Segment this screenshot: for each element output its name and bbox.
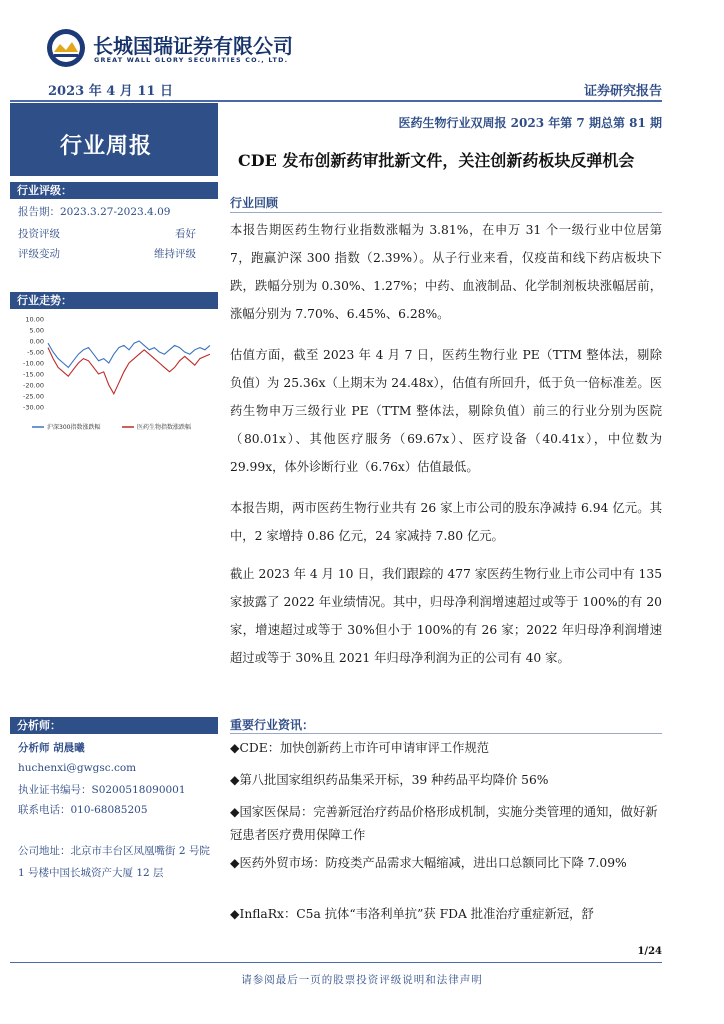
y-tick-label: 0.00: [29, 337, 44, 346]
header-divider: [10, 100, 662, 102]
analyst-license: 执业证书编号：S0200518090001: [18, 784, 186, 796]
page-number: 1/24: [637, 946, 662, 957]
report-period: [18, 204, 208, 219]
analyst-email: huchenxi@gwgsc.com: [18, 762, 137, 774]
company-address: 公司地址：北京市丰台区凤凰嘴街 2 号院 1 号楼中国长城资产大厦 12 层: [18, 845, 210, 879]
logo-emblem-icon: [46, 28, 86, 68]
company-logo: [46, 28, 346, 72]
rating-change: [18, 246, 208, 261]
news-item: ◆第八批国家组织药品集采开标，39 种药品平均降价 56%: [230, 773, 549, 787]
review-paragraph-4: 截止 2023 年 4 月 10 日，我们跟踪的 477 家医药生物行业上市公司中有 135 家披露了 2022 年业绩情况。其中，归母净利润增速超过或等于 100%的有 20 家，增速超过或等于 30%但小于 100%的有 26 家；2022 年归母净利润增速超过或等于 30%且 2021 年归母净利润为正的公司有 40 家。: [230, 567, 663, 665]
analyst-phone: 联系电话：010-68085205: [18, 804, 148, 816]
report-date: 2023 年 4 月 11 日: [48, 84, 173, 99]
series-line-2: [48, 348, 210, 394]
report-banner: [10, 103, 218, 176]
legend-label: 医药生物指数涨跌幅: [137, 424, 192, 431]
rating-label: 投资评级: [18, 228, 60, 240]
footer-disclaimer: 请参阅最后一页的股票投资评级说明和法律声明: [241, 974, 483, 986]
banner-title: 行业周报: [60, 134, 153, 159]
change-label: 评级变动: [18, 248, 60, 260]
review-paragraph-3: 本报告期，两市医药生物行业共有 26 家上市公司的股东净减持 6.94 亿元。其中，2 家增持 0.86 亿元，24 家减持 7.80 亿元。: [230, 501, 662, 543]
company-name-en: GREAT WALL GLORY SECURITIES CO., LTD.: [94, 56, 289, 64]
news-item: ◆医药外贸市场：防疫类产品需求大幅缩减，进出口总额同比下降 7.09%: [230, 856, 627, 870]
analyst-header: 分析师：: [10, 717, 218, 734]
section-news-title: 重要行业资讯：: [230, 718, 315, 732]
report-series: 医药生物行业双周报 2023 年第 7 期总第 81 期: [398, 116, 662, 130]
news-item: ◆InflaRx：C5a 抗体“韦洛利单抗”获 FDA 批准治疗重症新冠，舒: [230, 907, 594, 921]
industry-trend-chart: [14, 313, 214, 439]
report-type: 证券研究报告: [583, 84, 662, 99]
rating-header: 行业评级：: [10, 182, 218, 199]
review-paragraph-1: 本报告期医药生物行业指数涨幅为 3.81%，在申万 31 个一级行业中位居第 7，跑赢沪深 300 指数（2.39%）。从子行业来看，仅疫苗和线下药店板块下跌，跌幅分别为 0.30%、1.27%；中药、血液制品、化学制剂板块涨幅居前，涨幅分别为 7.70%、6.45%、6.28%。: [230, 223, 662, 321]
y-tick-label: -20.00: [23, 381, 44, 390]
section-news-divider: [230, 733, 662, 734]
y-tick-label: 10.00: [25, 315, 44, 324]
rating-value: 看好: [175, 228, 196, 240]
trend-header: 行业走势：: [10, 292, 218, 309]
section-review-title: 行业回顾: [230, 196, 279, 210]
period-label: 报告期：: [18, 206, 60, 218]
y-tick-label: -10.00: [23, 359, 44, 368]
news-item: ◆国家医保局：完善新冠治疗药品价格形成机制，实施分类管理的通知，做好新冠患者医疗费用保障工作: [230, 805, 658, 842]
news-item: ◆CDE：加快创新药上市许可申请审评工作规范: [230, 741, 490, 755]
period-value: 2023.3.27-2023.4.09: [60, 206, 171, 218]
change-value: 维持评级: [154, 248, 196, 260]
y-tick-label: 5.00: [29, 326, 44, 335]
y-tick-label: -25.00: [23, 392, 44, 401]
y-tick-label: -5.00: [27, 348, 44, 357]
y-tick-label: -30.00: [23, 403, 44, 412]
section-review-divider: [230, 212, 662, 213]
investment-rating: [18, 226, 208, 241]
review-paragraph-2: 估值方面，截至 2023 年 4 月 7 日，医药生物行业 PE（TTM 整体法，剔除负值）为 25.36x（上期末为 24.48x），估值有所回升，低于负一倍标准差。医药生物申万三级行业 PE（TTM 整体法，剔除负值）前三的行业分别为医院（80.01x）、其他医疗服务（69.67x）、医疗设备（40.41x），中位数为 29.99x，体外诊断行业（6.76x）估值最低。: [230, 348, 662, 474]
footer-divider: [10, 962, 662, 963]
analyst-name: 分析师 胡晨曦: [18, 742, 85, 754]
page-title: CDE 发布创新药审批新文件，关注创新药板块反弹机会: [238, 151, 635, 170]
y-tick-label: -15.00: [23, 370, 44, 379]
company-name-cn: 长城国瑞证券有限公司: [93, 34, 293, 58]
legend-label: 沪深300指数涨跌幅: [47, 424, 101, 431]
